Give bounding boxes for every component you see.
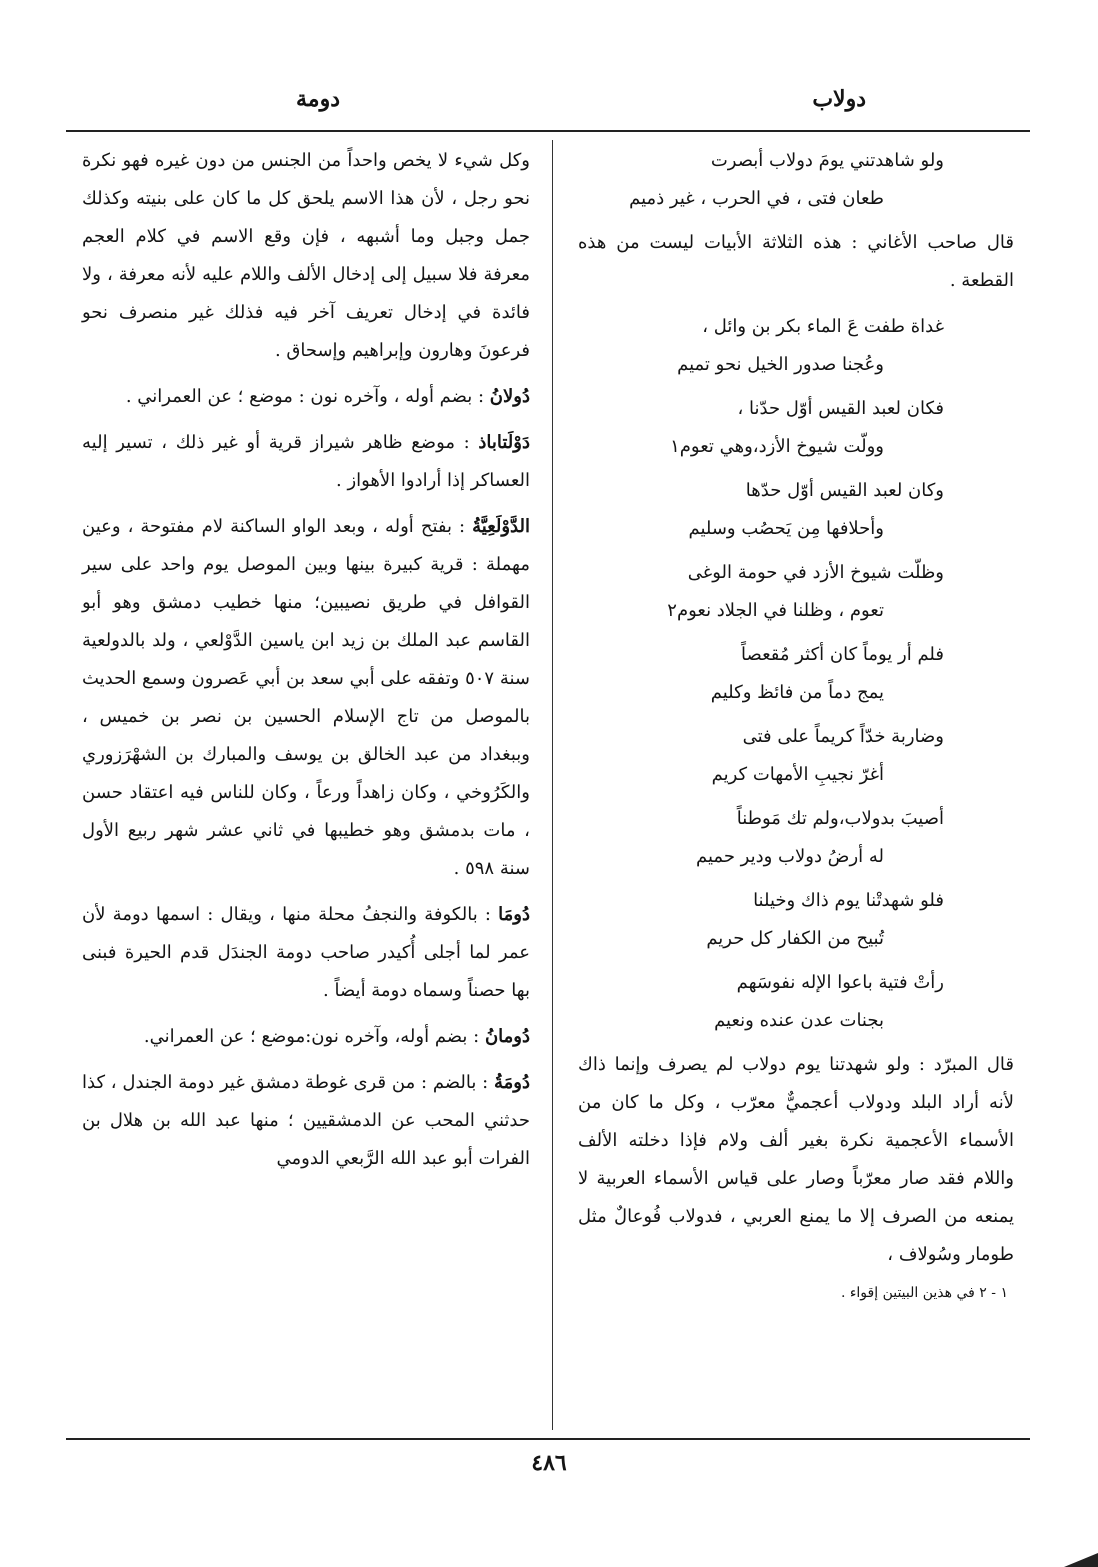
verse-first-half: فلو شهدتْنا يوم ذاك وخيلنا (753, 890, 944, 911)
verse-second-half: أغرّ نجيبِ الأمهات كريم (711, 764, 884, 785)
verse-second-half: بجنات عدن عنده ونعيم (714, 1010, 884, 1031)
verse-second-half: تُبيح من الكفار كل حريم (706, 928, 884, 949)
entry-headword: دُومانُ (484, 1026, 530, 1047)
verse-first-half: أصيبَ بدولاب،ولم تك مَوطناً (736, 808, 944, 829)
page-number: ٤٨٦ (531, 1450, 567, 1476)
verse (578, 142, 1014, 218)
verse-second-half: طعان فتى ، في الحرب ، غير ذميم (629, 188, 884, 209)
entry-headword: دُومَا (498, 904, 530, 925)
verse (578, 882, 1014, 958)
verse (578, 964, 1014, 1040)
column-divider (552, 140, 553, 1430)
entry-headword: الدَّوْلَعِيَّةُ (472, 516, 530, 537)
verse-second-half: وعُجنا صدور الخيل نحو تميم (677, 354, 884, 375)
entry-body: : بضم أوله ، وآخره نون : موضع ؛ عن العمراني . (125, 386, 485, 407)
entry-body: : بالضم : من قرى غوطة دمشق غير دومة الجندل ، كذا حدثني المحب عن الدمشقيين ؛ منها عبد الله بن هلال بن الفرات أبو عبد الله الرَّبعي الدومي (82, 1072, 530, 1169)
verse-first-half: وظلّت شيوخ الأزد في حومة الوغى (687, 562, 944, 583)
dictionary-entry (82, 896, 530, 1010)
verse (578, 554, 1014, 630)
running-header-left: دومة (296, 86, 340, 112)
paragraph-mubarrad: قال المبرّد : ولو شهدتنا يوم دولاب لم يصرف وإنما ذاك لأنه أراد البلد ودولاب أعجميٌّ معرّب ، وكل ما كان من الأسماء الأعجمية نكرة بغير ألف ولام فإذا دخلته الألف واللام فقد صار معرّباً وصار على قياس الأسماء العربية لا يمنعه من الصرف إلا ما يمنع العربي ، فدولاب فُوعالٌ مثل طومار وسُولاف ، (578, 1054, 1015, 1265)
entry-body: : بفتح أوله ، وبعد الواو الساكنة لام مفتوحة ، وعين مهملة : قرية كبيرة بينها وبين الموصل يوم واحد على سير القوافل في طريق نصيبين؛ منها خطيب دمشق وهو أبو القاسم عبد الملك بن زيد ابن ياسين الدَّوْلعي ، ولد بالدولعية سنة ٥٠٧ وتفقه على أبي سعد بن أبي عَصرون وسمع الحديث بالموصل من تاج الإسلام الحسين بن نصر بن خميس ، وببغداد من عبد الخالق بن يوسف والمبارك بن الشهْرَزوري والكَرُوخي ، وكان زاهداً ورعاً ، وكان للناس فيه اعتقاد حسن ، مات بدمشق وهو خطيبها في ثاني عشر شهر ربيع الأول سنة ٥٩٨ . (82, 516, 530, 879)
right-column (578, 142, 1014, 1304)
header-rule (66, 130, 1030, 132)
verse-first-half: غداة طفت عَ الماء بكر بن وائل ، (702, 316, 944, 337)
verse-first-half: وضاربة خدّاً كريماً على فتى (742, 726, 944, 747)
entry-headword: دُومَةُ (494, 1072, 530, 1093)
verse (578, 308, 1014, 384)
footer-rule (66, 1438, 1030, 1440)
verse-first-half: فلم أر يوماً كان أكثر مُقعصاً (740, 644, 944, 665)
entry-headword: دُولانُ (489, 386, 530, 407)
verse-second-half: تعوم ، وظلنا في الجلاد نعوم٢ (667, 600, 884, 621)
corner-mark (1064, 1553, 1098, 1567)
dictionary-entry (82, 508, 530, 888)
dictionary-entry (82, 1064, 530, 1178)
verse-first-half: وكان لعبد القيس أوّل حدّها (745, 480, 944, 501)
verse-second-half: وولّت شيوخ الأزد،وهي تعوم١ (670, 436, 884, 457)
entry-body: : بالكوفة والنجفُ محلة منها ، ويقال : اسمها دومة لأن عمر لما أجلى أُكيدر صاحب دومة الجندَل قدم الحيرة فبنى بها حصناً وسماه دومة أيضاً . (82, 904, 530, 1001)
paragraph-intro: وكل شيء لا يخص واحداً من الجنس من دون غيره فهو نكرة نحو رجل ، لأن هذا الاسم يلحق كل ما كان على بنيته وكذلك جمل وجبل وما أشبهه ، فإن وقع الاسم في كلام العجم معرفة فلا سبيل إلى إدخال الألف واللام عليه لأنه معرفة ، ولا فائدة في إدخال تعريف آخر فيه فذلك غير منصرف نحو فرعونَ وهارون وإبراهيم وإسحاق . (82, 150, 530, 361)
verse (578, 390, 1014, 466)
verse-second-half: وأحلافها مِن يَحصُب وسليم (688, 518, 884, 539)
verse-second-half: له أرضُ دولاب ودير حميم (696, 846, 884, 867)
verse-first-half: فكان لعبد القيس أوّل حدّنا ، (737, 398, 944, 419)
verse (578, 472, 1014, 548)
entry-body: : موضع ظاهر شيراز قرية أو غير ذلك ، تسير إليه العساكر إذا أرادوا الأهواز . (82, 432, 530, 491)
running-header-right: دولاب (812, 86, 866, 112)
paragraph-aghani: قال صاحب الأغاني : هذه الثلاثة الأبيات ليست من هذه القطعة . (578, 232, 1014, 291)
verse-second-half: يمج دماً من فائظ وكليم (710, 682, 884, 703)
entry-headword: دَوْلَتاباذ (478, 432, 530, 453)
verse (578, 636, 1014, 712)
verse (578, 718, 1014, 794)
entry-body: : بضم أوله، وآخره نون:موضع ؛ عن العمراني. (143, 1026, 480, 1047)
left-column (82, 142, 530, 1186)
dictionary-entry (82, 1018, 530, 1056)
dictionary-entry (82, 424, 530, 500)
dictionary-entry (82, 378, 530, 416)
verse-first-half: ولو شاهدتني يومَ دولاب أبصرت (710, 150, 944, 171)
footnote: ١ - ٢ في هذين البيتين إقواء . (840, 1285, 1008, 1301)
verse-first-half: رأتْ فتية باعوا الإله نفوسَهم (736, 972, 944, 993)
verse (578, 800, 1014, 876)
